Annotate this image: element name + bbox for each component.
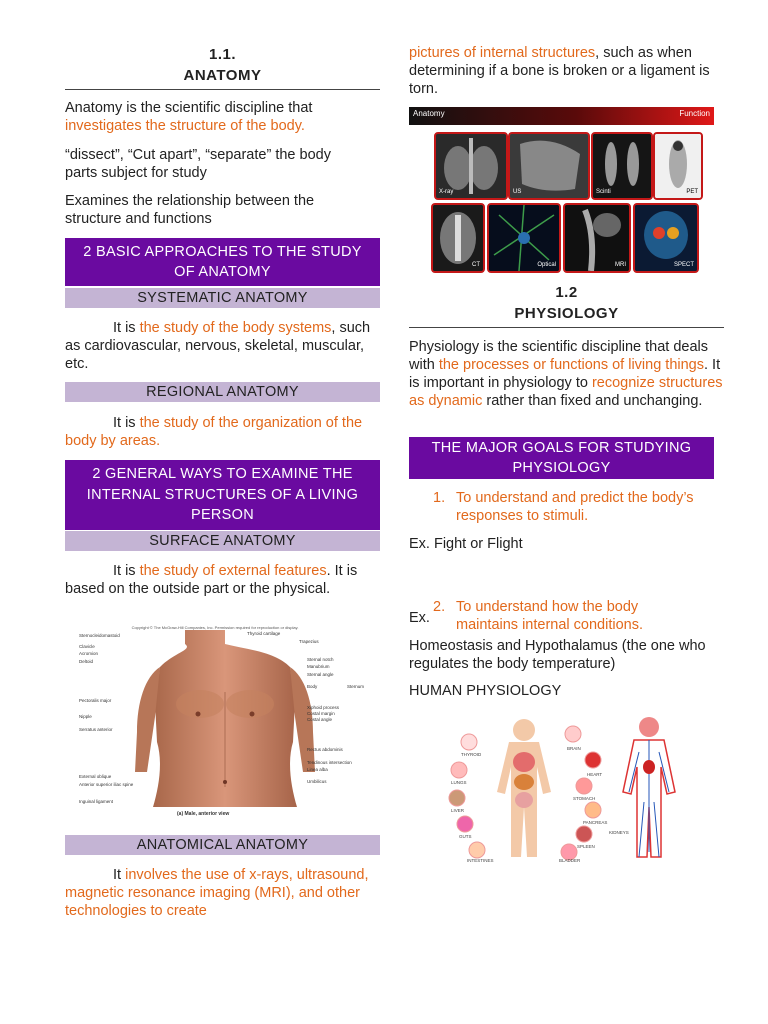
section-title-physiology: PHYSIOLOGY (514, 305, 619, 322)
organ-label-spleen: SPLEEN (577, 844, 595, 849)
banner-major-goals-text: THE MAJOR GOALS FOR STUDYING PHYSIOLOGY (431, 439, 692, 476)
anatomical-text: It (113, 867, 126, 883)
surface-anatomy-heading: SURFACE ANATOMY (65, 531, 380, 551)
label-rectus: Rectus abdominis (307, 747, 343, 752)
surface-highlight: the study of external features (139, 563, 327, 579)
xray-thumbnail (434, 132, 508, 200)
organ-label-liver: LIVER (451, 808, 465, 813)
anatomical-anatomy-heading: ANATOMICAL ANATOMY (65, 835, 380, 855)
figure-copyright: Copyright © The McGraw-Hill Companies, Inc. Permission required for reproduction or display. (131, 625, 299, 630)
continued-highlight: pictures of internal structures (409, 45, 596, 61)
banner-major-goals (409, 437, 714, 479)
regional-anatomy-heading: REGIONAL ANATOMY (65, 382, 380, 402)
label-serratus: Serratus anterior (79, 727, 113, 732)
banner-basic-approaches-text: 2 BASIC APPROACHES TO THE STUDY OF ANATOMY (83, 243, 362, 280)
ultrasound-thumbnail (508, 132, 590, 200)
label-us: US (513, 189, 522, 195)
systematic-text: It is (113, 320, 140, 336)
label-tendinous: Tendinous intersection (307, 760, 352, 765)
label-linea-alba: Linea alba (307, 767, 328, 772)
label-optical: Optical (537, 262, 556, 268)
organ-label-kidneys: KIDNEYS (609, 830, 629, 835)
systematic-anatomy-heading: SYSTEMATIC ANATOMY (65, 288, 380, 308)
label-ct: CT (472, 262, 480, 268)
continued-text: , such as when determining if a bone is broken or a ligament is torn. (409, 45, 710, 97)
organ-labels (439, 712, 679, 862)
organ-label-stomach: STOMACH (573, 796, 596, 801)
regional-text: It is (113, 415, 140, 431)
right-column (409, 0, 724, 863)
homeostasis-paragraph: Homeostasis and Hypothalamus (the one who regulates the body temperature) (409, 638, 706, 672)
imaging-header-function: Function (679, 109, 710, 118)
imaging-collage (409, 107, 714, 273)
goal-text-1: To understand and predict the body’s responses to stimuli. (456, 490, 694, 524)
anatomy-definition (65, 99, 380, 135)
anatomical-paragraph (65, 866, 380, 920)
label-sternal-notch: Sternal notch (307, 657, 334, 662)
label-inguinal: Inguinal ligament (79, 799, 114, 804)
organ-label-pancreas: PANCREAS (583, 820, 608, 825)
label-spect: SPECT (673, 262, 694, 268)
surface-anatomy-figure (65, 622, 380, 820)
definition-highlight: investigates the structure of the body. (65, 118, 305, 134)
organ-label-lungs: LUNGS (451, 780, 467, 785)
label-pet: PET (686, 189, 698, 195)
human-physiology-figure (439, 712, 679, 862)
organ-label-intestines: INTESTINES (467, 858, 494, 863)
goal-number-1: 1. (433, 490, 446, 506)
label-pectoralis: Pectoralis major (79, 698, 112, 703)
torso-illustration (65, 622, 380, 820)
figure-caption: (a) Male, anterior view (177, 811, 230, 817)
phys-highlight-d: recognize structures as dynamic (409, 375, 723, 409)
human-physiology-heading: HUMAN PHYSIOLOGY (409, 683, 562, 699)
label-deltoid: Deltoid (79, 659, 94, 664)
label-sternal-angle: Sternal angle (307, 672, 334, 677)
label-manubrium: Manubrium (307, 664, 330, 669)
definition-text: Anatomy is the scientific discipline that (65, 100, 313, 116)
label-trapezius: Trapezius (299, 639, 319, 644)
organ-label-brain: BRAIN (567, 746, 581, 751)
examines-paragraph: Examines the relationship between the structure and functions (65, 193, 315, 227)
organ-label-guts: GUTS (459, 834, 472, 839)
organ-label-thyroid: THYROID (461, 752, 482, 757)
goal-item-1 (409, 489, 768, 525)
goal-text-2: To understand how the body maintains internal conditions. (456, 599, 643, 633)
phys-text-e: rather than fixed and unchanging. (482, 393, 703, 409)
mri-thumbnail (563, 203, 631, 273)
imaging-header-anatomy: Anatomy (413, 109, 445, 118)
section-divider-physiology (409, 327, 724, 328)
goal-number-2: 2. (433, 599, 446, 615)
anatomical-continued (409, 44, 724, 98)
label-acromion: Acromion (79, 651, 99, 656)
label-thyroid: Thyroid cartilage (247, 631, 281, 636)
spect-thumbnail (633, 203, 699, 273)
label-umbilicus: Umbilicus (307, 779, 327, 784)
organ-label-bladder: BLADDER (559, 858, 581, 863)
pet-thumbnail (653, 132, 703, 200)
phys-text-a: Physiology is the scientific discipline that deals with (409, 339, 709, 373)
regional-paragraph (65, 414, 380, 450)
regional-highlight: the study of the organization of the body by areas. (65, 415, 363, 449)
phys-highlight-b: the processes or functions of living things (438, 357, 704, 373)
ct-thumbnail (431, 203, 485, 273)
example-fight-flight: Ex. Fight or Flight (409, 536, 523, 552)
organ-label-heart: HEART (587, 772, 603, 777)
imaging-header-bar (409, 107, 714, 125)
section-title-anatomy: ANATOMY (183, 67, 262, 84)
example-label: Ex. (409, 610, 430, 626)
physiology-definition (409, 338, 724, 410)
label-body: Body (307, 684, 318, 689)
label-xray: X-ray (439, 189, 454, 195)
surface-text-rest: . It is based on the outside part or the physical. (65, 563, 358, 597)
label-costal-margin: Costal margin (307, 711, 335, 716)
banner-basic-approaches (65, 238, 380, 286)
label-sternocleidomastoid: Sternocleidomastoid (79, 633, 120, 638)
section-divider (65, 89, 380, 90)
systematic-highlight: the study of the body systems (139, 320, 332, 336)
label-clavicle: Clavicle (79, 644, 95, 649)
section-number-anatomy: 1.1. (208, 46, 237, 63)
section-number-physiology: 1.2 (555, 284, 578, 301)
scinti-thumbnail (591, 132, 653, 200)
label-iliac-spine: Anterior superior iliac spine (79, 782, 134, 787)
phys-text-c: . It is important in physiology to (409, 357, 721, 391)
anatomical-highlight: involves the use of x-rays, ultrasound, magnetic resonance imaging (MRI), and other technologies to create (65, 867, 369, 919)
label-costal-angle: Costal angle (307, 717, 333, 722)
banner-general-ways-text: 2 GENERAL WAYS TO EXAMINE THE INTERNAL STRUCTURES OF A LIVING PERSON (86, 466, 359, 524)
surface-paragraph (65, 562, 380, 598)
systematic-paragraph (65, 319, 380, 373)
optical-thumbnail (487, 203, 561, 273)
dissect-paragraph: “dissect”, “Cut apart”, “separate” the body parts subject for study (65, 147, 331, 181)
label-external-oblique: External oblique (79, 774, 112, 779)
label-mri: MRI (615, 262, 626, 268)
label-xiphoid: Xiphoid process (307, 705, 340, 710)
label-nipple: Nipple (79, 714, 92, 719)
systematic-text-rest: , such as cardiovascular, nervous, skeletal, muscular, etc. (65, 320, 371, 372)
surface-text: It is (113, 563, 140, 579)
label-scinti: Scinti (596, 189, 611, 195)
label-sternum: Sternum (347, 684, 365, 689)
banner-general-ways (65, 460, 380, 530)
